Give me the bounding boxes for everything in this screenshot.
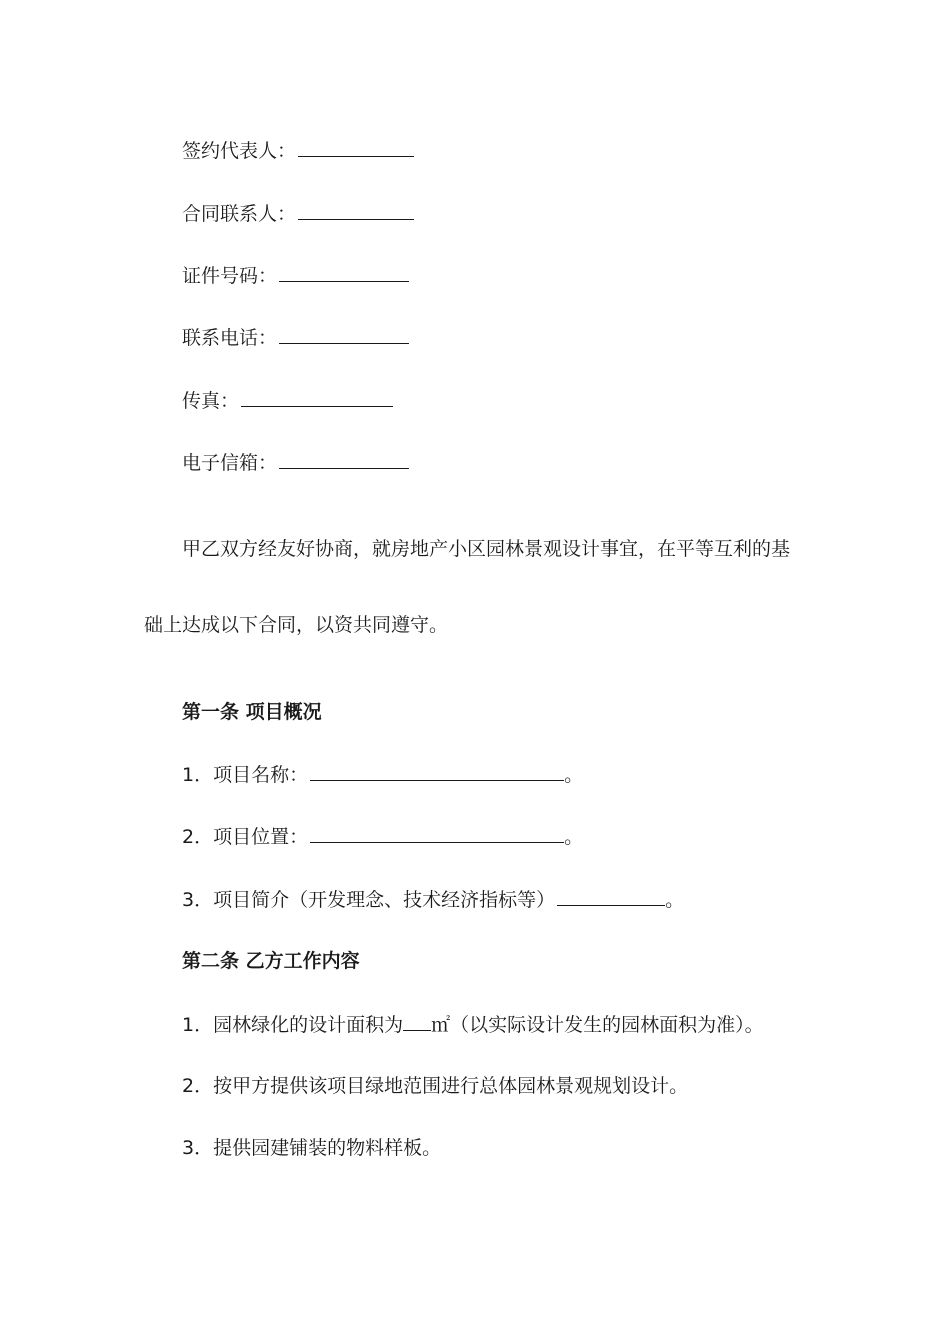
article-1-heading: 第一条 项目概况	[182, 701, 322, 723]
project-location-end: 。	[564, 826, 584, 848]
contact-label: 合同联系人：	[182, 203, 297, 225]
fax-label: 传真：	[182, 390, 240, 412]
project-location-field	[182, 824, 583, 849]
project-name-label: 1．项目名称：	[182, 764, 309, 786]
project-intro-field	[182, 887, 684, 912]
design-area-blank[interactable]	[403, 1012, 431, 1031]
project-name-end: 。	[564, 764, 584, 786]
contact-field	[182, 201, 414, 226]
fax-blank[interactable]	[241, 388, 393, 407]
contact-blank[interactable]	[298, 201, 414, 220]
phone-blank[interactable]	[279, 325, 409, 344]
project-location-label: 2．项目位置：	[182, 826, 309, 848]
intro-paragraph	[144, 537, 824, 637]
email-label: 电子信箱：	[182, 452, 278, 474]
design-area-item	[182, 1012, 764, 1037]
project-location-blank[interactable]	[310, 824, 564, 843]
signatory-label: 签约代表人：	[182, 140, 297, 162]
planning-item: 2．按甲方提供该项目绿地范围进行总体园林景观规划设计。	[182, 1075, 689, 1097]
project-intro-end: 。	[665, 889, 685, 911]
design-area-suffix: ㎡（以实际设计发生的园林面积为准）。	[431, 1014, 764, 1036]
email-blank[interactable]	[279, 450, 409, 469]
id-number-field	[182, 263, 409, 288]
intro-line-2: 础上达成以下合同，以资共同遵守。	[144, 614, 449, 636]
project-name-field	[182, 762, 583, 787]
email-field	[182, 450, 409, 475]
intro-line-1: 甲乙双方经友好协商，就房地产小区园林景观设计事宜，在平等互利的基	[182, 538, 791, 560]
signatory-blank[interactable]	[298, 138, 414, 157]
id-number-label: 证件号码：	[182, 265, 278, 287]
fax-field	[182, 388, 393, 413]
id-number-blank[interactable]	[279, 263, 409, 282]
design-area-prefix: 1．园林绿化的设计面积为	[182, 1014, 404, 1036]
project-intro-label: 3．项目简介（开发理念、技术经济指标等）	[182, 889, 556, 911]
signatory-field	[182, 138, 414, 163]
material-samples-item: 3．提供园建铺装的物料样板。	[182, 1137, 442, 1159]
article-2-heading: 第二条 乙方工作内容	[182, 950, 360, 972]
project-intro-blank[interactable]	[557, 887, 665, 906]
phone-label: 联系电话：	[182, 327, 278, 349]
phone-field	[182, 325, 409, 350]
project-name-blank[interactable]	[310, 762, 564, 781]
